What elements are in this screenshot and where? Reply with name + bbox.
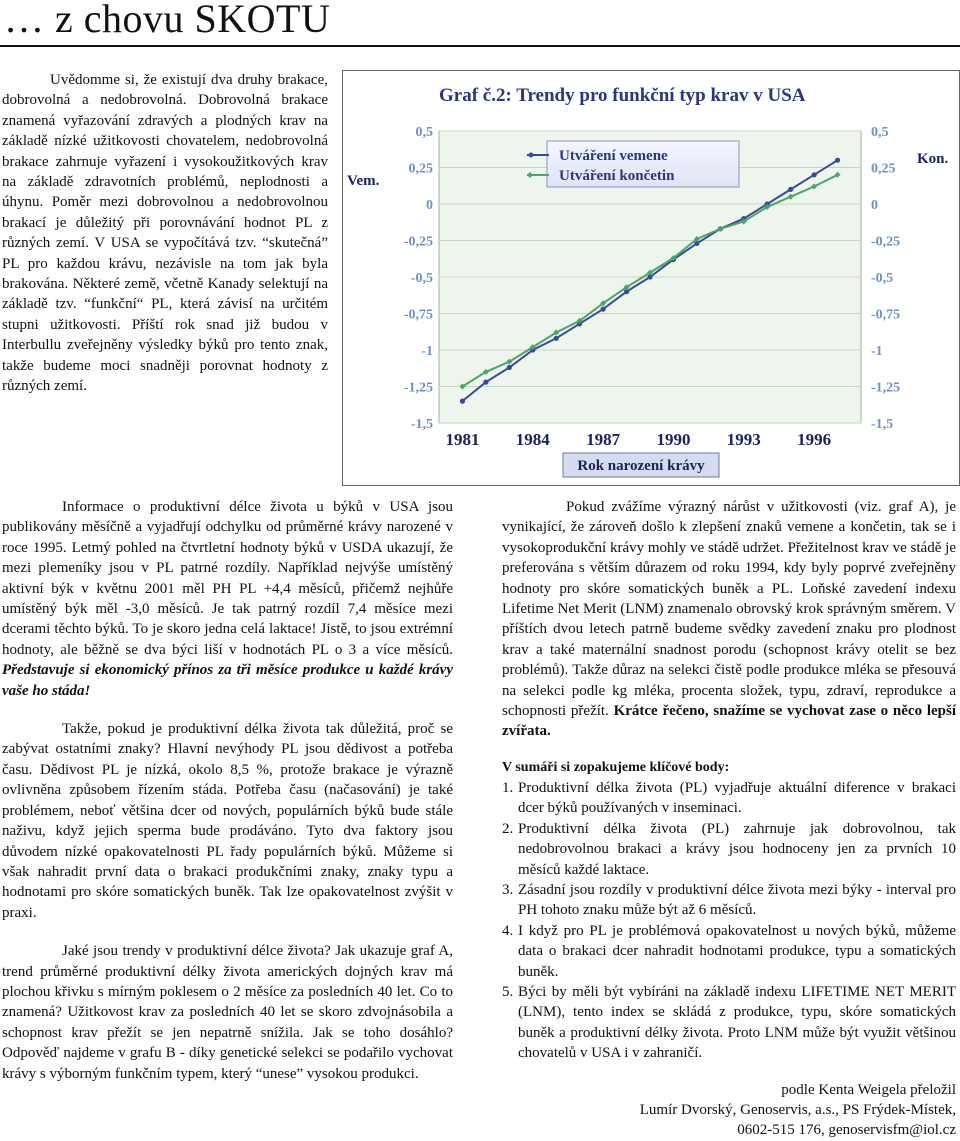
left-paragraph-3: Jaké jsou trendy v produktivní délce života? Jak ukazuje graf A, trend průměrné produktivní délky života amerických dojných krav má plochou křivku s mírným poklesem o 2 měsíce za posledních 40 let. Co to znamená? Užitkovost krav za posledních 40 let se skoro zdvojnásobila a schopnost krav přežít se jen nepatrně snížila. Jak se toho dosáhlo? Odpověď najdeme v grafu B - díky genetické selekci se podařilo vychovat krávy s výborným funkčním typem, který “unese” vysokou produkci.	[2, 943, 453, 1082]
legend-marker-udder	[529, 153, 534, 158]
x-axis-label: Rok narození krávy	[577, 458, 705, 474]
right-paragraph-1	[502, 497, 956, 742]
summary-item-number: 4.	[502, 922, 514, 939]
y-tick-label-right: 0	[871, 198, 878, 213]
summary-item	[502, 880, 956, 921]
data-point-udder	[483, 380, 488, 385]
left-paragraph-1	[2, 497, 453, 701]
chart-trend-functional-type	[342, 70, 960, 486]
credit-line-organization: Lumír Dvorský, Genoservis, a.s., PS Frýdek-Místek,	[639, 1101, 956, 1118]
data-point-udder	[507, 365, 512, 370]
y-tick-label-left: -1,25	[403, 380, 433, 396]
x-tick-label: 1987	[586, 430, 621, 449]
y-ticks-right	[871, 125, 900, 432]
summary-item-text: Zásadní jsou rozdíly v produktivní délce života mezi býky - interval pro PH tohoto znaku může být až 6 měsíců.	[518, 881, 956, 919]
summary-list	[502, 778, 956, 1064]
data-point-udder	[554, 336, 559, 341]
chart-title: Graf č.2: Trendy pro funkční typ krav v USA	[439, 85, 806, 106]
legend-label-udder: Utváření vemene	[559, 148, 668, 164]
summary-item-number: 2.	[502, 820, 514, 837]
summary-item-number: 5.	[502, 983, 514, 1000]
chart-legend	[527, 141, 739, 187]
summary-item-number: 3.	[502, 881, 514, 898]
summary-item	[502, 778, 956, 819]
x-tick-label: 1996	[797, 430, 832, 449]
y-tick-label-left: -1	[421, 344, 433, 359]
left-column	[2, 497, 453, 1102]
right-column	[502, 497, 956, 1141]
summary-item	[502, 921, 956, 982]
y-tick-label-left: 0	[426, 198, 433, 213]
summary-item-text: Produktivní délka života (PL) vyjadřuje aktuální diference v brakaci dcer býků používaných v inseminaci.	[518, 779, 956, 817]
y-tick-label-right: -0,5	[871, 271, 894, 286]
summary-item-text: Býci by měli být vybíráni na základě indexu LIFETIME NET MERIT (LNM), tento index se skládá z produkce, typu, skóre somatických buněk a produktivní délky života. Proto LNM může být využit většinou chovatelů v USA i v zahraničí.	[518, 983, 956, 1062]
x-ticks	[445, 430, 831, 449]
y-tick-label-right: 0,5	[871, 125, 889, 140]
left-paragraph-1-emphasis: Představuje si ekonomický přínos za tři měsíce produkce u každé krávy vaše ho stáda!	[2, 662, 453, 699]
y-tick-label-left: 0,25	[408, 161, 433, 177]
data-point-udder	[835, 158, 840, 163]
summary-item-text: I když pro PL je problémová opakovatelnost u nových býků, můžeme data o brakaci dcer nahradit hodnotami produkce, typu a somatických buněk.	[518, 922, 956, 980]
summary-item	[502, 982, 956, 1064]
legend-label-legs: Utváření končetin	[559, 168, 675, 184]
x-tick-label: 1981	[445, 430, 480, 449]
data-point-udder	[788, 187, 793, 192]
page-title: … z chovu SKOTU	[4, 0, 331, 41]
x-tick-label: 1990	[656, 430, 691, 449]
summary-heading: V sumáři si zopakujeme klíčové body:	[502, 759, 730, 775]
y-ticks-left	[404, 125, 433, 432]
credits	[502, 1080, 956, 1141]
intro-section	[2, 70, 328, 397]
y-tick-label-right: -1,5	[871, 417, 894, 432]
left-paragraph-2: Takže, pokud je produktivní délka života tak důležitá, proč se zabývat ostatními znaky? Hlavní nevýhody PL jsou dědivost a potřeba času. Dědivost PL je nízká, okolo 8,5 %, protože brakace je výrazně ovlivněna způsobem řízením stáda. Potřeba času (načasování) je také problémem, neboť většina dcer od nových, populárních býků bude stále naživu, když jejich sperma bude prodáváno. Tyto dva faktory jsou důvodem nízké opakovatelnosti PL řady populárních býků. Můžeme si však nahradit první data o brakaci produkčními znaky, znaky typu a hodnotami pro skóre somatických buněk. Tak lze opakovatelnost zvýšit v praxi.	[2, 721, 453, 921]
header-divider	[0, 45, 960, 47]
y-tick-label-left: -0,75	[403, 307, 433, 323]
y-tick-label-left: 0,5	[415, 125, 433, 140]
chart-svg	[343, 71, 959, 485]
right-paragraph-1-text: Pokud zvážíme výrazný nárůst v užitkovosti (viz. graf A), je vynikající, že zároveň došlo k zlepšení znaků vemene a končetin, tak se i vysokoprodukční krávy mohly ve stádě udržet. Přežitelnost krav ve stádě je preferována s větším důrazem od roku 1994, kdy byly poprvé zveřejněny hodnoty pro skóre somatických buněk a PL. Loňské zavedení indexu Lifetime Net Merit (LNM) znamenalo obrovský krok správným směrem. V příštích dvou letech patrně budeme svědky zavedení znaku pro plodnost krav a také maternální snadnost porodu (schopnost krávy otelit se bez problémů). Takže důraz na selekci čistě podle produkce mléka se přesouvá na selekci podle kg mléka, procenta složek, typu, zdraví, reprodukce a schopnosti přežít.	[502, 499, 956, 720]
y-tick-label-left: -1,5	[410, 417, 433, 432]
y-tick-label-right: 0,25	[871, 161, 896, 177]
y-tick-label-right: -1	[871, 344, 883, 359]
y-tick-label-right: -0,75	[871, 307, 901, 323]
credit-line-contact: 0602-515 176, genoservisfm@iol.cz	[737, 1122, 956, 1139]
y-tick-label-right: -0,25	[871, 234, 901, 250]
y-tick-label-left: -0,25	[403, 234, 433, 250]
summary-item	[502, 819, 956, 880]
summary-item-number: 1.	[502, 779, 514, 796]
data-point-udder	[601, 307, 606, 312]
data-point-udder	[812, 172, 817, 177]
y-axis-label-left: Vem.	[347, 173, 380, 189]
y-tick-label-right: -1,25	[871, 380, 901, 396]
data-point-udder	[460, 399, 465, 404]
right-paragraph-1-emphasis: Krátce řečeno, snažíme se vychovat zase o něco lepší zvířata.	[502, 703, 956, 740]
left-paragraph-1-text: Informace o produktivní délce života u býků v USA jsou publikovány měsíčně a vyjadřují odchylku od průměrné krávy narozené v roce 1995. Letmý pohled na čtvrtletní hodnoty býků v USDA ukazují, že mezi plemeníky jsou v PL patrné rozdíly. Například nejvýše umístěný aktivní býk v květnu 2001 měl PH PL +4,4 měsíců, přičemž nejhůře umístěný býk měl -3,0 měsíců. Je tak patrný rozdíl 7,4 měsíce mezi dcerami těchto býků. To je skoro jedna celá laktace! Jistě, to jsou extrémní hodnoty, ale běžně se dva býci liší v hodnotách PL o 3 a více měsíců.	[2, 499, 453, 658]
y-tick-label-left: -0,5	[410, 271, 433, 286]
x-tick-label: 1984	[515, 430, 550, 449]
y-axis-label-right: Kon.	[917, 151, 949, 167]
intro-paragraph: Uvědomme si, že existují dva druhy brakace, dobrovolná a nedobrovolná. Dobrovolná brakace znamená vyřazování zdravých a plodných krav na základě nízké užitkovosti chovatelem, nedobrovolná brakace zahrnuje vyřazení i vysokoužitkových krav na základě zdravotních problémů, neplodnosti a úhynu. Poměr mezi dobrovolnou a nedobrovolnou brakací je důležitý při porovnávání hodnot PL z různých zemí. V USA se vypočítává tzv. “skutečná” PL pro každou krávu, nezávisle na tom jak byla brakována. Některé země, včetně Kanady selektují na základě tzv. “funkční“ PL, která závisí na určitém stupni užitkovosti. Příští rok snad již budou v Interbullu zveřejněny výsledky býků pro tento znak, takže budeme moci snadněji porovnat hodnoty z různých zemí.	[2, 72, 328, 395]
credit-line-translator: podle Kenta Weigela přeložil	[781, 1081, 956, 1098]
summary-item-text: Produktivní délka života (PL) zahrnuje jak dobrovolnou, tak nedobrovolnou brakaci a krávy jsou hodnoceny jen za prvních 10 měsíců každé laktace.	[518, 820, 956, 878]
x-tick-label: 1993	[726, 430, 761, 449]
